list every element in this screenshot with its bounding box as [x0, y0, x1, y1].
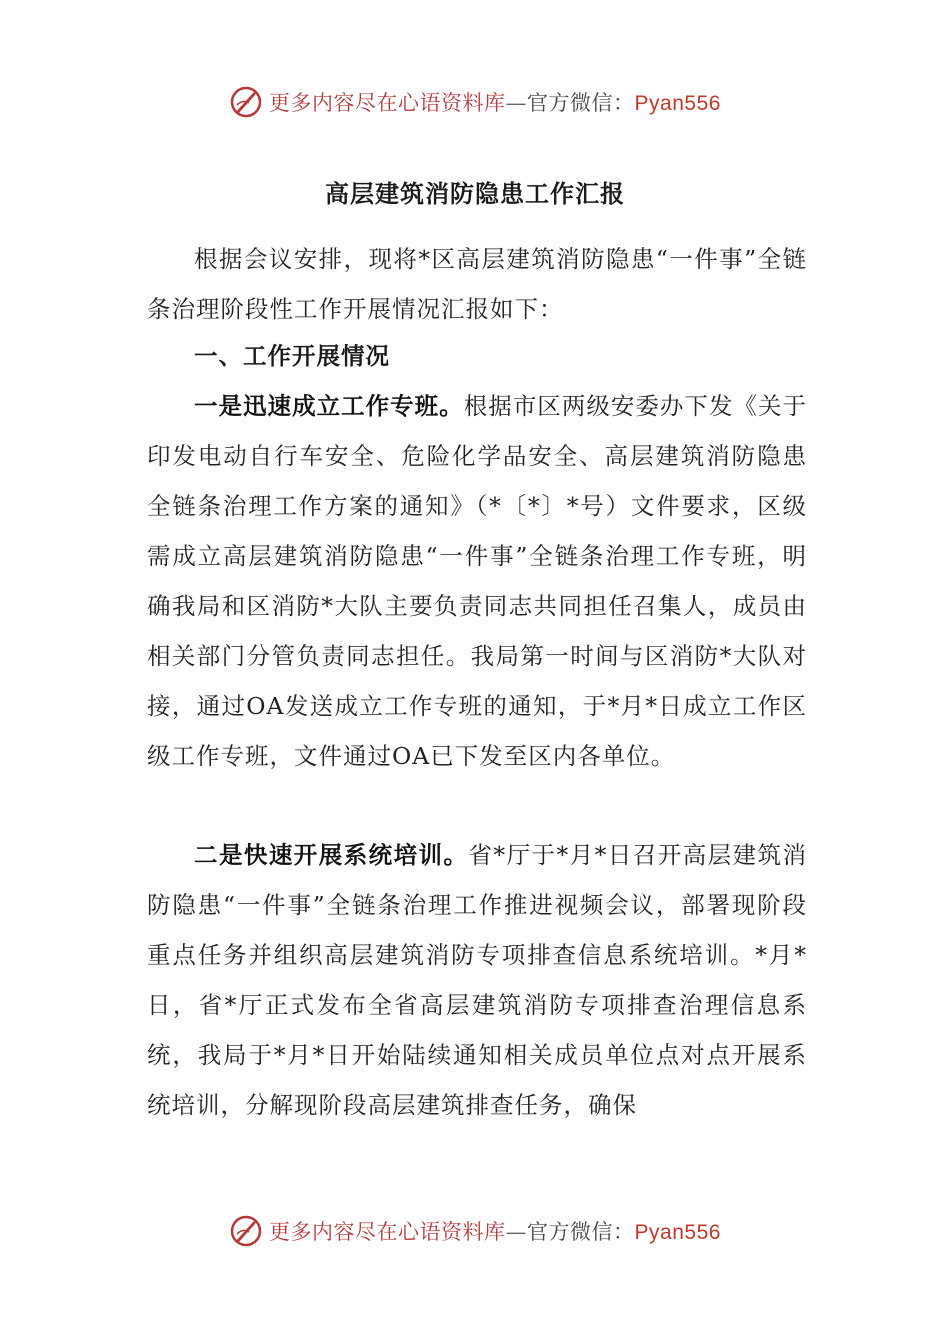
banner-brand: 更多内容尽在心语资料库 [269, 1220, 506, 1244]
document-title: 高层建筑消防隐患工作汇报 [325, 180, 625, 208]
banner-separator: — [505, 1220, 528, 1244]
banner-wechat-id: Pyan556 [634, 92, 721, 115]
item-paragraph-1 [147, 381, 807, 781]
item-paragraph-2 [147, 830, 807, 1130]
banner-separator: — [505, 91, 528, 115]
banner-text [269, 1216, 721, 1246]
footer-banner [0, 1211, 950, 1251]
quill-logo-icon [229, 1214, 263, 1248]
header-banner [0, 82, 950, 122]
quill-logo-icon [229, 85, 263, 119]
intro-paragraph: 根据会议安排，现将*区高层建筑消防隐患“一件事”全链条治理阶段性工作开展情况汇报如下： [147, 245, 807, 323]
section-heading: 一、工作开展情况 [194, 342, 390, 370]
banner-wechat-label: 官方微信： [527, 91, 635, 115]
item-text-2: 省*厅于*月*日召开高层建筑消防隐患“一件事”全链条治理工作推进视频会议，部署现阶段重点任务并组织高层建筑消防专项排查信息系统培训。*月*日，省*厅正式发布全省高层建筑消防专项排查治理信息系统，我局于*月*日开始陆续通知相关成员单位点对点开展系统培训，分解现阶段高层建筑排查任务，确保 [147, 841, 808, 1119]
banner-text [269, 87, 721, 117]
item-text-1: 根据市区两级安委办下发《关于印发电动自行车安全、危险化学品安全、高层建筑消防隐患全链条治理工作方案的通知》（*〔*〕*号）文件要求，区级需成立高层建筑消防隐患“一件事”全链条治理工作专班，明确我局和区消防*大队主要负责同志共同担任召集人，成员由相关部门分管负责同志担任。我局第一时间与区消防*大队对接，通过OA发送成立工作专班的通知，于*月*日成立工作区级工作专班，文件通过OA已下发至区内各单位。 [147, 392, 808, 770]
banner-brand: 更多内容尽在心语资料库 [269, 91, 506, 115]
item-lead-2: 二是快速开展系统培训。 [194, 841, 469, 869]
banner-wechat-id: Pyan556 [634, 1221, 721, 1244]
item-lead-1: 一是迅速成立工作专班。 [194, 392, 464, 420]
banner-wechat-label: 官方微信： [527, 1220, 635, 1244]
